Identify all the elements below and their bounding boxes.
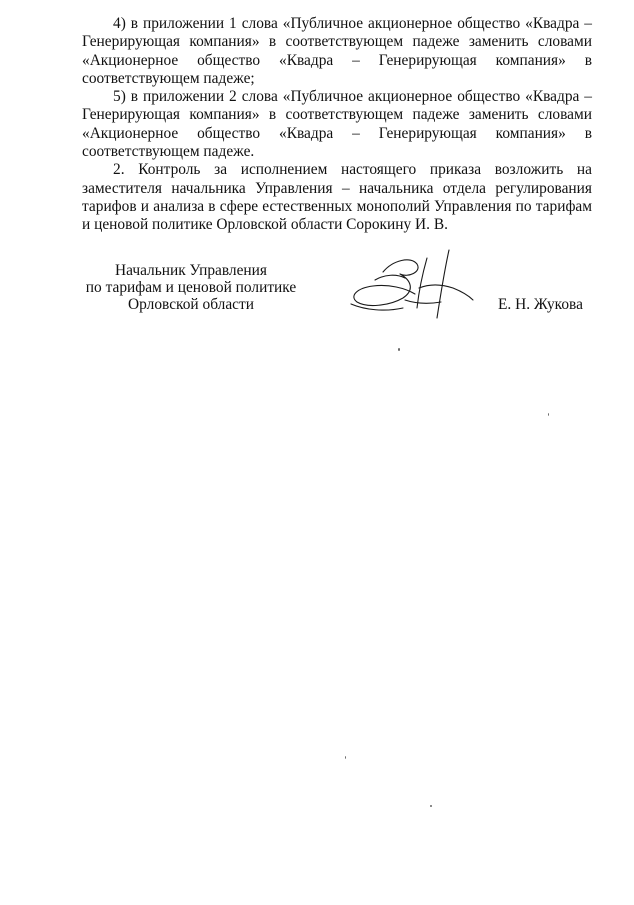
- paragraph-control-clause: 2. Контроль за исполнением настоящего приказа возложить на заместителя начальника Управления – начальника отдела регулирования тарифов и анализа в сфере естественных монополий Управления по тарифам и ценовой политике Орловской области Сорокину И. В.: [82, 161, 592, 234]
- signatory-name: Е. Н. Жукова: [498, 296, 583, 313]
- scan-speck: [345, 756, 346, 759]
- paragraph-item-4: 4) в приложении 1 слова «Публичное акционерное общество «Квадра – Генерирующая компания» в соответствующем падеже заменить словами «Акционерное общество «Квадра – Генерирующая компания» в соответствующем падеже;: [82, 15, 592, 87]
- handwritten-signature: [345, 244, 475, 324]
- scan-speck: [548, 413, 549, 416]
- signatory-title: [76, 262, 306, 313]
- signatory-title-line: Начальник Управления: [115, 262, 267, 279]
- scan-speck: [430, 805, 432, 807]
- document-body: [82, 15, 592, 235]
- paragraph-item-5: 5) в приложении 2 слова «Публичное акционерное общество «Квадра – Генерирующая компания» в соответствующем падеже заменить словами «Акционерное общество «Квадра – Генерирующая компания» в соответствующем падеже.: [82, 88, 592, 161]
- scan-speck: [398, 348, 400, 351]
- signatory-title-line: по тарифам и ценовой политике: [85, 279, 297, 296]
- signatory-title-line: Орловской области: [128, 296, 254, 313]
